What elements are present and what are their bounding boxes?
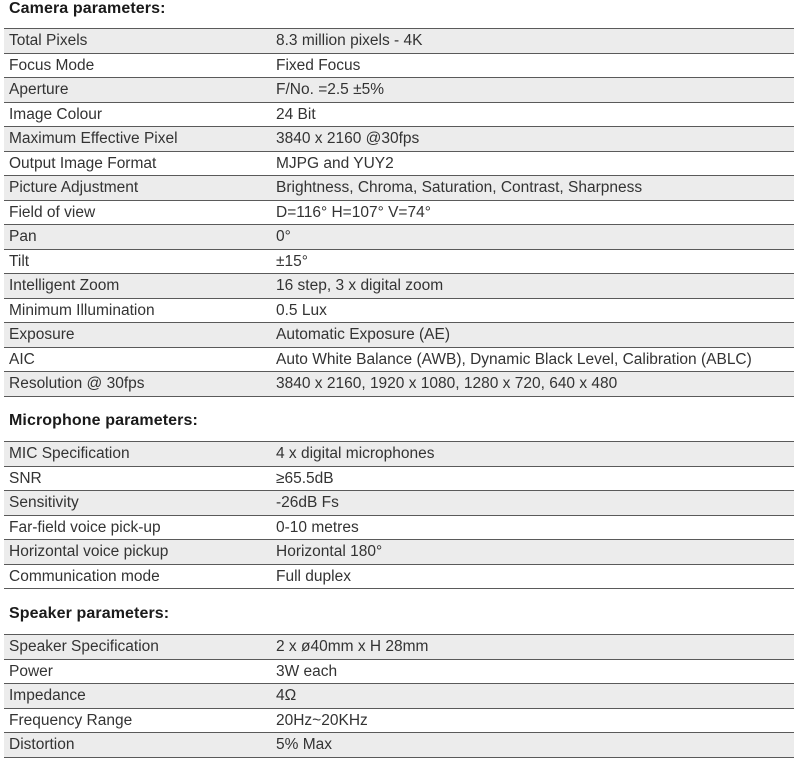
- table-row: [4, 29, 794, 54]
- spec-value: 8.3 million pixels - 4K: [271, 29, 794, 54]
- table-row: [4, 564, 794, 589]
- spec-label: Focus Mode: [4, 53, 271, 78]
- spec-label: Sensitivity: [4, 491, 271, 516]
- camera-spec-table: [4, 28, 794, 397]
- spec-label: Picture Adjustment: [4, 176, 271, 201]
- spec-value: F/No. =2.5 ±5%: [271, 78, 794, 103]
- spec-value: 16 step, 3 x digital zoom: [271, 274, 794, 299]
- spec-label: SNR: [4, 466, 271, 491]
- table-row: [4, 708, 794, 733]
- table-row: [4, 372, 794, 397]
- spec-label: MIC Specification: [4, 442, 271, 467]
- camera-section-title: Camera parameters:: [9, 0, 166, 17]
- spec-label: Horizontal voice pickup: [4, 540, 271, 565]
- spec-value: 0.5 Lux: [271, 298, 794, 323]
- spec-value: 5% Max: [271, 733, 794, 758]
- microphone-spec-table: [4, 441, 794, 589]
- microphone-section-title: Microphone parameters:: [9, 412, 198, 429]
- spec-label: Minimum Illumination: [4, 298, 271, 323]
- spec-value: Auto White Balance (AWB), Dynamic Black Level, Calibration (ABLC): [271, 347, 794, 372]
- spec-value: -26dB Fs: [271, 491, 794, 516]
- spec-value: Horizontal 180°: [271, 540, 794, 565]
- spec-label: Far-field voice pick-up: [4, 515, 271, 540]
- spec-label: Pan: [4, 225, 271, 250]
- spec-value: 0°: [271, 225, 794, 250]
- spec-value: Brightness, Chroma, Saturation, Contrast, Sharpness: [271, 176, 794, 201]
- table-row: [4, 323, 794, 348]
- table-row: [4, 53, 794, 78]
- spec-label: Output Image Format: [4, 151, 271, 176]
- spec-value: Fixed Focus: [271, 53, 794, 78]
- table-row: [4, 635, 794, 660]
- spec-value: 4 x digital microphones: [271, 442, 794, 467]
- table-row: [4, 298, 794, 323]
- spec-value: 4Ω: [271, 684, 794, 709]
- table-row: [4, 659, 794, 684]
- table-row: [4, 225, 794, 250]
- table-row: [4, 102, 794, 127]
- table-row: [4, 249, 794, 274]
- table-row: [4, 176, 794, 201]
- spec-label: Impedance: [4, 684, 271, 709]
- spec-label: AIC: [4, 347, 271, 372]
- table-row: [4, 274, 794, 299]
- table-row: [4, 442, 794, 467]
- spec-label: Aperture: [4, 78, 271, 103]
- spec-label: Communication mode: [4, 564, 271, 589]
- spec-value: 3840 x 2160 @30fps: [271, 127, 794, 152]
- spec-value: ±15°: [271, 249, 794, 274]
- table-row: [4, 515, 794, 540]
- table-row: [4, 347, 794, 372]
- spec-label: Frequency Range: [4, 708, 271, 733]
- spec-value: 3W each: [271, 659, 794, 684]
- spec-value: MJPG and YUY2: [271, 151, 794, 176]
- spec-label: Intelligent Zoom: [4, 274, 271, 299]
- spec-label: Image Colour: [4, 102, 271, 127]
- spec-label: Exposure: [4, 323, 271, 348]
- spec-value: D=116° H=107° V=74°: [271, 200, 794, 225]
- table-row: [4, 466, 794, 491]
- spec-label: Distortion: [4, 733, 271, 758]
- spec-value: Full duplex: [271, 564, 794, 589]
- speaker-spec-table: [4, 634, 794, 758]
- spec-value: 3840 x 2160, 1920 x 1080, 1280 x 720, 640 x 480: [271, 372, 794, 397]
- table-row: [4, 78, 794, 103]
- table-row: [4, 540, 794, 565]
- spec-value: ≥65.5dB: [271, 466, 794, 491]
- table-row: [4, 200, 794, 225]
- spec-label: Tilt: [4, 249, 271, 274]
- table-row: [4, 684, 794, 709]
- spec-value: 2 x ø40mm x H 28mm: [271, 635, 794, 660]
- table-row: [4, 491, 794, 516]
- table-row: [4, 151, 794, 176]
- spec-label: Resolution @ 30fps: [4, 372, 271, 397]
- spec-label: Maximum Effective Pixel: [4, 127, 271, 152]
- spec-value: 20Hz~20KHz: [271, 708, 794, 733]
- spec-label: Speaker Specification: [4, 635, 271, 660]
- spec-value: 24 Bit: [271, 102, 794, 127]
- spec-value: 0-10 metres: [271, 515, 794, 540]
- spec-label: Field of view: [4, 200, 271, 225]
- spec-label: Total Pixels: [4, 29, 271, 54]
- table-row: [4, 127, 794, 152]
- spec-label: Power: [4, 659, 271, 684]
- spec-value: Automatic Exposure (AE): [271, 323, 794, 348]
- table-row: [4, 733, 794, 758]
- speaker-section-title: Speaker parameters:: [9, 605, 170, 622]
